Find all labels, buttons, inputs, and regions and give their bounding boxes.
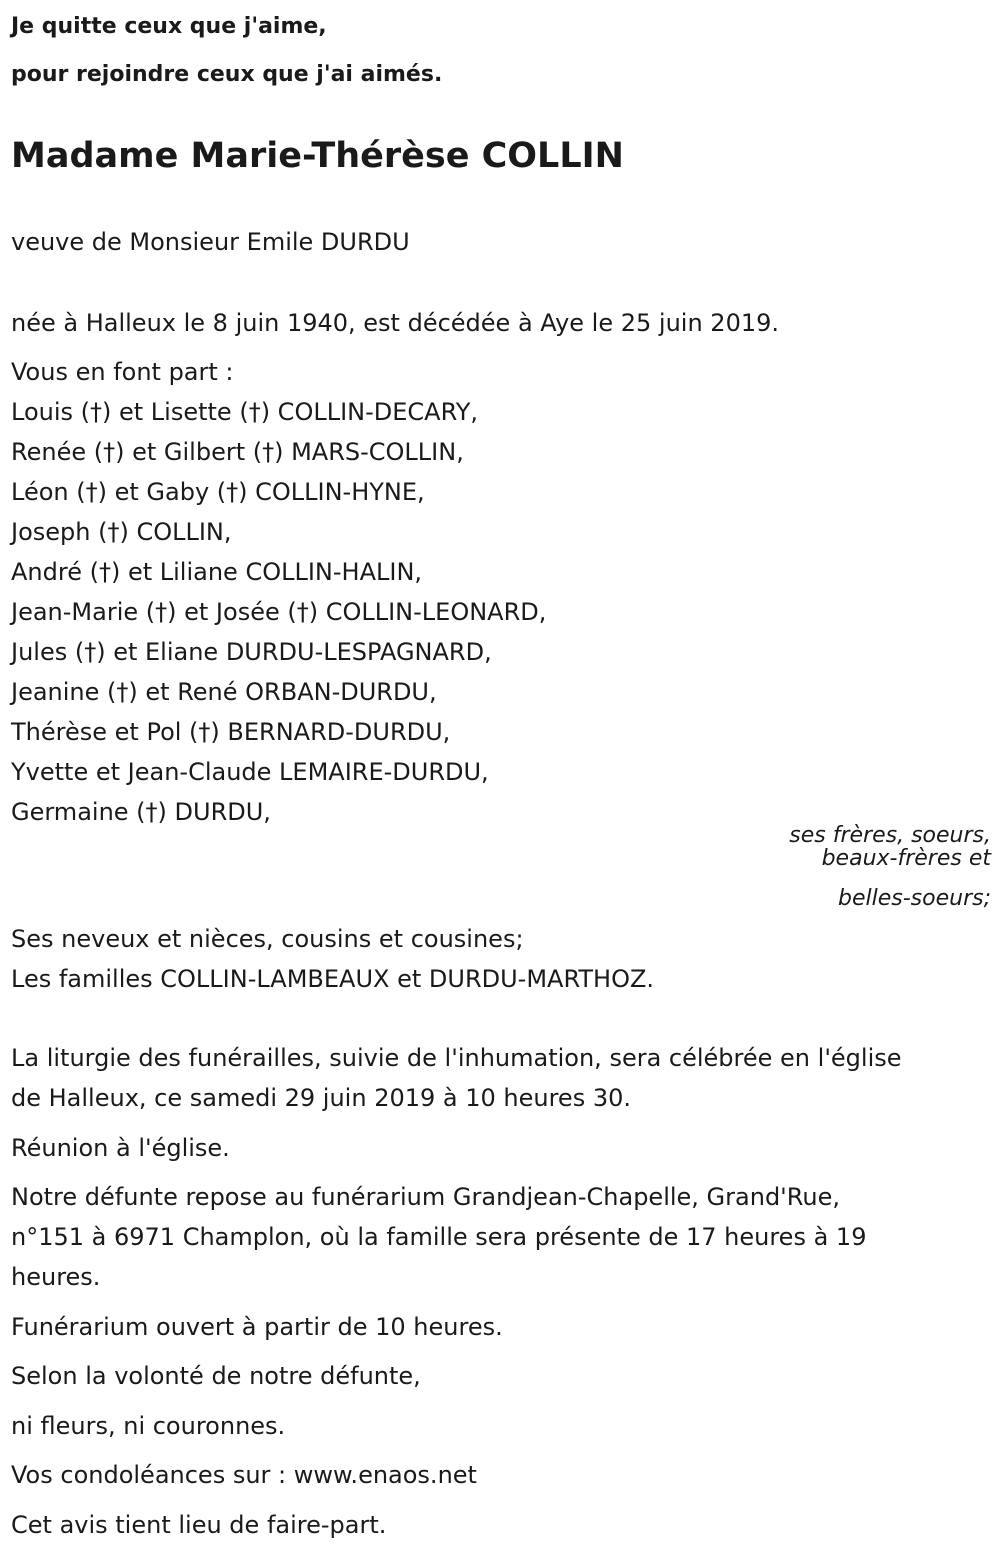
closing-line: Cet avis tient lieu de faire-part. bbox=[11, 1511, 387, 1539]
family-line: Germaine (†) DURDU, bbox=[11, 798, 271, 826]
epigraph-line-2: pour rejoindre ceux que j'ai aimés. bbox=[11, 62, 443, 87]
wish-line-1: Selon la volonté de notre défunte, bbox=[11, 1362, 421, 1390]
relation-line-2: beaux-frères et bbox=[821, 846, 991, 871]
ceremony-line-1: La liturgie des funérailles, suivie de l'inhumation, sera célébrée en l'église bbox=[11, 1044, 902, 1072]
family-line: Léon (†) et Gaby (†) COLLIN-HYNE, bbox=[11, 478, 425, 506]
opening-line: Funérarium ouvert à partir de 10 heures. bbox=[11, 1313, 503, 1341]
family-line: Joseph (†) COLLIN, bbox=[11, 518, 232, 546]
family-line: Louis (†) et Lisette (†) COLLIN-DECARY, bbox=[11, 398, 479, 426]
condolences-line: Vos condoléances sur : www.enaos.net bbox=[11, 1461, 477, 1489]
family-line: Yvette et Jean-Claude LEMAIRE-DURDU, bbox=[11, 758, 489, 786]
funeral-home-line-1: Notre défunte repose au funérarium Grandjean-Chapelle, Grand'Rue, bbox=[11, 1183, 840, 1211]
ceremony-line-2: de Halleux, ce samedi 29 juin 2019 à 10 heures 30. bbox=[11, 1084, 631, 1112]
wish-line-2: ni fleurs, ni couronnes. bbox=[11, 1412, 286, 1440]
family-line: Jean-Marie (†) et Josée (†) COLLIN-LEONARD, bbox=[11, 598, 547, 626]
deceased-name: Madame Marie-Thérèse COLLIN bbox=[11, 136, 624, 176]
family-line: André (†) et Liliane COLLIN-HALIN, bbox=[11, 558, 423, 586]
family-line: Jeanine (†) et René ORBAN-DURDU, bbox=[11, 678, 437, 706]
spouse-line: veuve de Monsieur Emile DURDU bbox=[11, 228, 410, 256]
relation-line-3: belles-soeurs; bbox=[838, 886, 991, 911]
funeral-home-line-3: heures. bbox=[11, 1263, 101, 1291]
relatives-line-2: Les familles COLLIN-LAMBEAUX et DURDU-MARTHOZ. bbox=[11, 965, 655, 993]
meeting-line: Réunion à l'église. bbox=[11, 1134, 230, 1162]
relatives-line-1: Ses neveux et nièces, cousins et cousines; bbox=[11, 925, 524, 953]
birth-death-line: née à Halleux le 8 juin 1940, est décédée à Aye le 25 juin 2019. bbox=[11, 309, 779, 337]
family-line: Thérèse et Pol (†) BERNARD-DURDU, bbox=[11, 718, 451, 746]
announce-intro: Vous en font part : bbox=[11, 358, 234, 386]
epigraph-line-1: Je quitte ceux que j'aime, bbox=[11, 14, 327, 39]
relation-line-1: ses frères, soeurs, bbox=[789, 823, 991, 848]
family-line: Renée (†) et Gilbert (†) MARS-COLLIN, bbox=[11, 438, 464, 466]
family-line: Jules (†) et Eliane DURDU-LESPAGNARD, bbox=[11, 638, 492, 666]
funeral-home-line-2: n°151 à 6971 Champlon, où la famille sera présente de 17 heures à 19 bbox=[11, 1223, 867, 1251]
